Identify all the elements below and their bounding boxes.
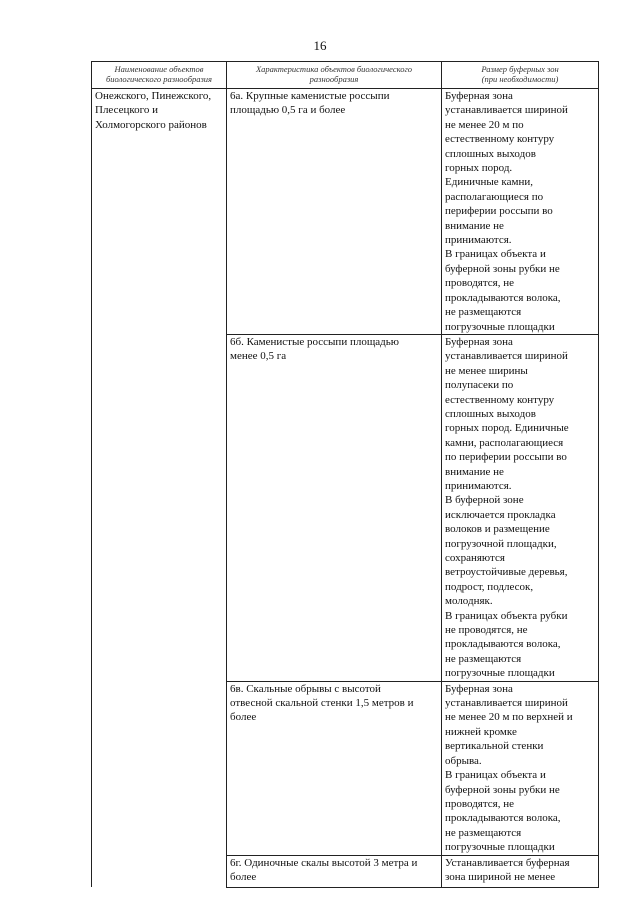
header-buffer-size: Размер буферных зон (при необходимости)	[442, 62, 599, 89]
table-header-row	[92, 62, 599, 89]
header-characteristic: Характеристика объектов биологического разнообразия	[227, 62, 442, 89]
page-number: 16	[313, 38, 327, 53]
region-cell: Онежского, Пинежского, Плесецкого и Холмогорского районов	[92, 89, 227, 888]
buffer-cell: Буферная зона устанавливается шириной не менее 20 м по естественному контуру сплошных выходов горных пород. Единичные камни, располагающиеся по периферии россыпи во внимание не принимаются. В границах объекта и буферной зоны рубки не проводятся, не прокладываются волока, не размещаются погрузочные площадки	[442, 89, 599, 335]
buffer-cell: Устанавливается буферная зона шириной не менее	[442, 855, 599, 887]
characteristic-cell: 6а. Крупные каменистые россыпи площадью 0,5 га и более	[227, 89, 442, 335]
biodiversity-table	[91, 61, 599, 888]
characteristic-cell: 6в. Скальные обрывы с высотой отвесной скальной стенки 1,5 метров и более	[227, 681, 442, 855]
header-object-name: Наименование объектов биологического разнообразия	[92, 62, 227, 89]
buffer-cell: Буферная зона устанавливается шириной не менее 20 м по верхней и нижней кромке вертикальной стенки обрыва. В границах объекта и буферной зоны рубки не проводятся, не прокладываются волока, не размещаются погрузочные площадки	[442, 681, 599, 855]
table-row	[92, 89, 599, 335]
characteristic-cell: 6б. Каменистые россыпи площадью менее 0,5 га	[227, 334, 442, 681]
buffer-cell: Буферная зона устанавливается шириной не менее ширины полупасеки по естественному контуру сплошных выходов горных пород. Единичные камни, располагающиеся по периферии россыпи во внимание не принимаются. В буферной зоне исключается прокладка волоков и размещение погрузочной площадки, сохраняются ветроустойчивые деревья, подрост, подлесок, молодняк. В границах объекта рубки не проводятся, не прокладываются волока, не размещаются погрузочные площадки	[442, 334, 599, 681]
characteristic-cell: 6г. Одиночные скалы высотой 3 метра и более	[227, 855, 442, 887]
